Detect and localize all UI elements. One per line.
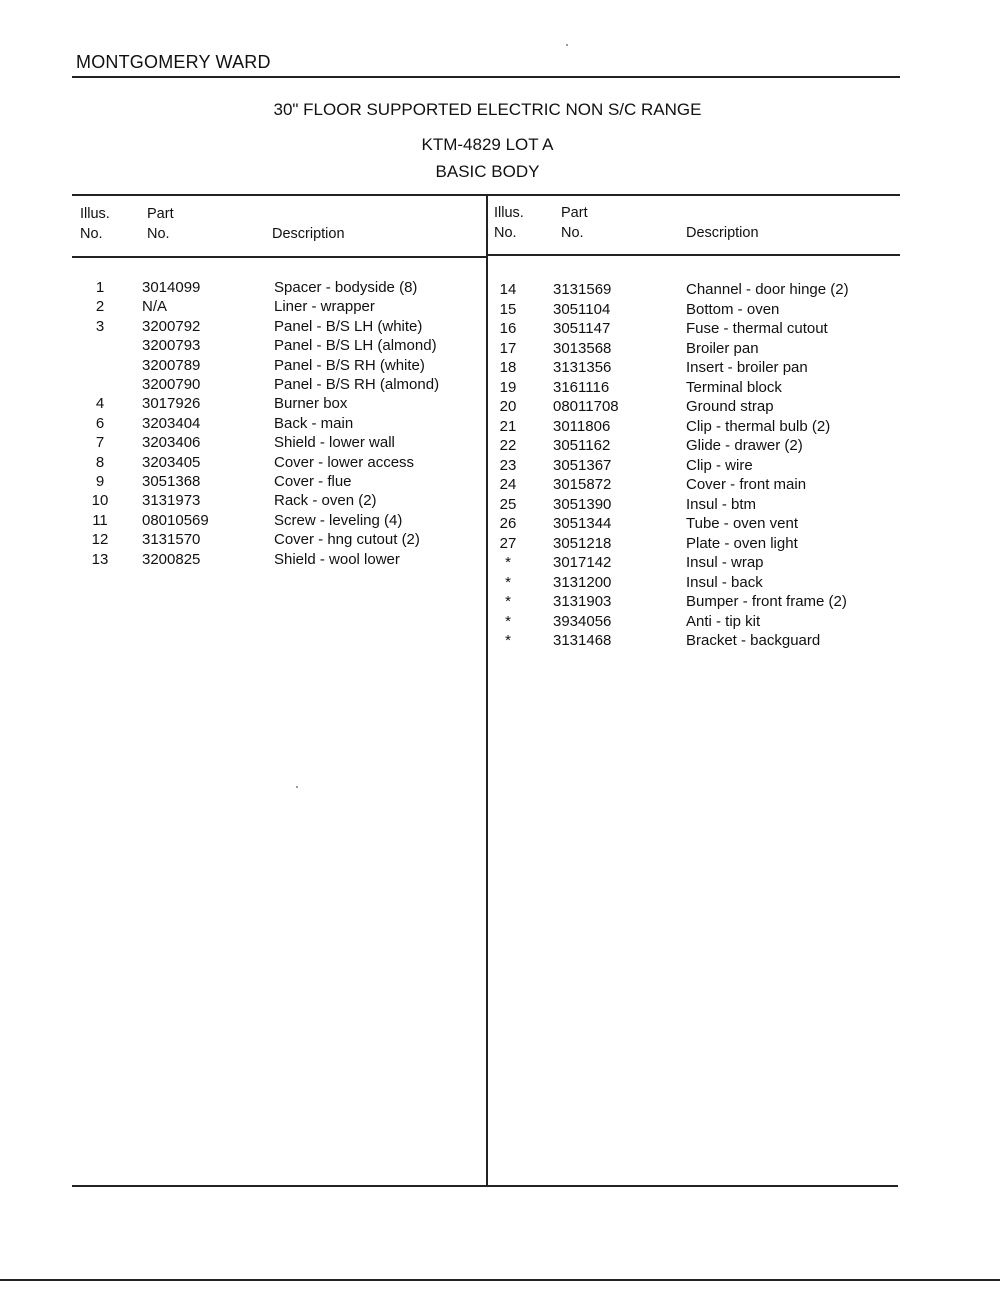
part-description: Shield - wool lower	[274, 550, 400, 568]
part-description: Panel - B/S RH (almond)	[274, 376, 440, 393]
document-title: 30" FLOOR SUPPORTED ELECTRIC NON S/C RANGE	[273, 100, 702, 119]
table-row	[0, 553, 764, 573]
left-illus-header	[80, 204, 110, 244]
table-row	[0, 300, 780, 320]
table-row	[0, 495, 757, 515]
part-description: Rack - oven (2)	[274, 492, 377, 510]
part-number: 3051368	[142, 473, 201, 490]
part-description: Burner box	[274, 395, 348, 413]
illus-number: 2	[95, 298, 105, 316]
part-header-line1: Part	[561, 205, 588, 221]
part-number: 3200793	[142, 337, 201, 355]
illus-number: 18	[499, 359, 517, 376]
right-description-header: Description	[686, 225, 759, 241]
part-description: Screw - leveling (4)	[274, 511, 403, 529]
part-description: Shield - lower wall	[274, 434, 395, 452]
part-number: 3161116	[553, 378, 610, 396]
part-description: Channel - door hinge (2)	[686, 281, 849, 298]
illus-header-line2: No.	[494, 225, 517, 241]
part-number: 3017142	[553, 554, 612, 571]
illus-number: 21	[499, 417, 517, 435]
part-number: 3200789	[142, 356, 201, 374]
model-number: KTM-4829 LOT A	[421, 135, 554, 154]
part-number: 3131200	[553, 573, 612, 591]
part-description: Panel - B/S LH (almond)	[274, 337, 437, 355]
table-row	[0, 475, 807, 495]
table-row	[0, 339, 759, 359]
part-description: Back - main	[274, 414, 354, 432]
table-bottom-rule	[72, 1185, 898, 1187]
part-description: Bottom - oven	[686, 300, 780, 318]
part-description: Clip - thermal bulb (2)	[686, 417, 831, 435]
illus-number: 23	[499, 456, 517, 474]
table-row	[0, 397, 774, 417]
page-bottom-rule	[0, 1279, 1000, 1281]
part-number: 3131570	[142, 531, 201, 549]
table-row	[0, 573, 763, 593]
table-row	[0, 514, 799, 534]
part-description: Broiler pan	[686, 339, 759, 357]
brand-name: MONTGOMERY WARD	[76, 52, 271, 72]
part-number: N/A	[142, 298, 168, 316]
illus-number: 10	[91, 492, 109, 510]
part-number: 3017926	[142, 395, 201, 413]
part-number: 3011806	[553, 417, 611, 435]
table-row	[0, 417, 831, 437]
part-number: 3014099	[142, 279, 201, 296]
part-number: 3131903	[553, 593, 612, 610]
part-number: 3131973	[142, 492, 201, 510]
part-description: Panel - B/S RH (white)	[274, 356, 425, 374]
table-row	[0, 592, 847, 612]
illus-header-line2: No.	[80, 226, 103, 242]
part-number: 3015872	[553, 476, 612, 493]
illus-number: 27	[499, 534, 517, 552]
left-part-header	[147, 204, 174, 244]
part-description: Glide - drawer (2)	[686, 437, 803, 454]
part-number: 3051218	[553, 534, 612, 552]
table-row	[0, 534, 798, 554]
right-illus-header	[494, 203, 524, 243]
part-description: Ground strap	[686, 398, 774, 415]
table-row	[0, 319, 828, 339]
part-description: Spacer - bodyside (8)	[274, 279, 418, 296]
illus-number: 4	[95, 395, 105, 413]
part-description: Anti - tip kit	[686, 612, 761, 630]
part-header-line2: No.	[561, 225, 584, 241]
part-description: Insul - wrap	[686, 554, 764, 571]
part-number: 3051162	[553, 437, 611, 454]
part-number: 3131468	[553, 632, 612, 649]
part-description: Insul - btm	[686, 495, 757, 513]
illus-number: 3	[95, 317, 105, 335]
top-divider	[72, 76, 900, 78]
left-description-header: Description	[272, 226, 345, 242]
part-description: Bracket - backguard	[686, 632, 821, 649]
part-description: Insul - back	[686, 573, 763, 591]
part-number: 3131569	[553, 281, 612, 298]
part-number: 08010569	[142, 511, 209, 529]
illus-number: *	[505, 573, 511, 591]
table-row	[0, 378, 782, 398]
part-description: Fuse - thermal cutout	[686, 320, 828, 337]
illus-number: 17	[499, 339, 517, 357]
part-number: 3934056	[553, 612, 612, 630]
part-description: Clip - wire	[686, 456, 753, 474]
illus-number: 22	[499, 437, 517, 454]
part-number: 08011708	[553, 398, 619, 415]
right-part-header	[561, 203, 588, 243]
illus-number: 1	[95, 279, 105, 296]
part-number: 3200792	[142, 317, 201, 335]
scan-speck	[296, 786, 298, 788]
part-description: Insert - broiler pan	[686, 359, 808, 376]
part-description: Terminal block	[686, 378, 782, 396]
column-divider	[486, 196, 488, 1186]
part-description: Plate - oven light	[686, 534, 798, 552]
part-description: Cover - hng cutout (2)	[274, 531, 420, 549]
part-number: 3051104	[553, 300, 611, 318]
part-number: 3203405	[142, 453, 201, 471]
part-number: 3051344	[553, 515, 612, 532]
illus-number: 14	[499, 281, 517, 298]
illus-number: 20	[499, 398, 517, 415]
part-number: 3203406	[142, 434, 201, 452]
illus-number: 7	[95, 434, 105, 452]
table-row	[0, 280, 849, 300]
table-row	[0, 456, 753, 476]
table-row	[0, 612, 761, 632]
table-row	[0, 631, 821, 651]
part-number: 3200790	[142, 376, 201, 393]
part-number: 3200825	[142, 550, 201, 568]
table-row	[0, 436, 803, 456]
illus-number: *	[505, 612, 511, 630]
illus-header-line1: Illus.	[494, 205, 524, 221]
illus-number: *	[505, 593, 511, 610]
part-number: 3051367	[553, 456, 612, 474]
part-description: Panel - B/S LH (white)	[274, 317, 423, 335]
illus-number: *	[505, 554, 511, 571]
illus-number: *	[505, 632, 511, 649]
part-number: 3013568	[553, 339, 612, 357]
scan-speck	[566, 44, 568, 46]
section-title: BASIC BODY	[435, 162, 540, 181]
illus-number: 15	[499, 300, 517, 318]
illus-number: 11	[92, 511, 108, 529]
part-number: 3051390	[553, 495, 612, 513]
header-underline-right	[488, 254, 900, 256]
part-description: Bumper - front frame (2)	[686, 593, 847, 610]
illus-number: 25	[499, 495, 517, 513]
part-description: Tube - oven vent	[686, 515, 799, 532]
part-description: Cover - lower access	[274, 453, 415, 471]
part-header-line2: No.	[147, 226, 170, 242]
illus-number: 24	[499, 476, 517, 493]
part-description: Liner - wrapper	[274, 298, 375, 316]
illus-number: 26	[499, 515, 517, 532]
illus-number: 6	[95, 414, 105, 432]
illus-header-line1: Illus.	[80, 206, 110, 222]
part-description: Cover - front main	[686, 476, 807, 493]
part-number: 3051147	[553, 320, 611, 337]
table-row	[0, 358, 808, 378]
part-description: Cover - flue	[274, 473, 352, 490]
illus-number: 19	[499, 378, 517, 396]
illus-number: 8	[95, 453, 105, 471]
header-underline-left	[72, 256, 486, 258]
illus-number: 12	[91, 531, 109, 549]
part-header-line1: Part	[147, 206, 174, 222]
part-number: 3131356	[553, 359, 612, 376]
illus-number: 9	[95, 473, 105, 490]
illus-number: 13	[91, 550, 109, 568]
part-number: 3203404	[142, 414, 201, 432]
illus-number: 16	[499, 320, 517, 337]
